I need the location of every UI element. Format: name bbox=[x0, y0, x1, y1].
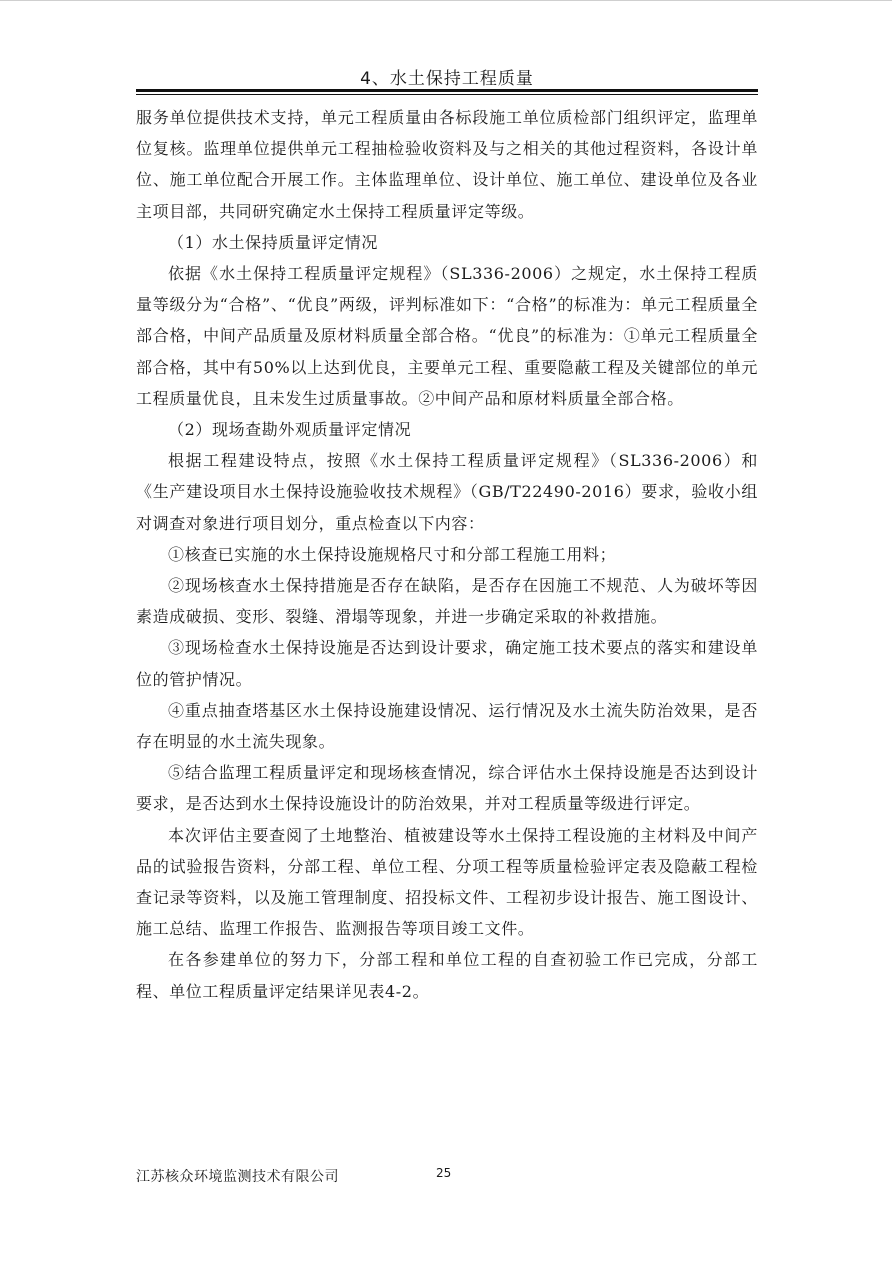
section-heading: （2）现场查勘外观质量评定情况 bbox=[168, 420, 412, 440]
list-item: ⑤结合监理工程质量评定和现场核查情况，综合评估水土保持设施是否达到设计要求，是否达到水土保持设施设计的防治效果，并对工程质量等级进行评定。 bbox=[136, 763, 758, 814]
list-item: ③现场检查水土保持设施是否达到设计要求，确定施工技术要点的落实和建设单位的管护情况。 bbox=[136, 638, 758, 689]
page-top-border bbox=[0, 0, 892, 1]
paragraph: 依据《水土保持工程质量评定规程》（SL336-2006）之规定，水土保持工程质量等级分为“合格”、“优良”两级，评判标准如下：“合格”的标准为：单元工程质量全部合格，中间产品质量及原材料质量全部合格。“优良”的标准为：①单元工程质量全部合格，其中有50%以上达到优良，主要单元工程、重要隐蔽工程及关键部位的单元工程质量优良，且未发生过质量事故。②中间产品和原材料质量全部合格。 bbox=[136, 264, 758, 408]
list-item: ④重点抽查塔基区水土保持设施建设情况、运行情况及水土流失防治效果，是否存在明显的水土流失现象。 bbox=[136, 700, 758, 752]
header-rule-thick bbox=[136, 89, 758, 92]
header-rule-thin bbox=[136, 94, 758, 95]
paragraph: 服务单位提供技术支持，单元工程质量由各标段施工单位质检部门组织评定，监理单位复核。监理单位提供单元工程抽检验收资料及与之相关的其他过程资料，各设计单位、施工单位配合开展工作。主体监理单位、设计单位、施工单位、建设单位及各业主项目部，共同研究确定水土保持工程质量评定等级。 bbox=[136, 108, 758, 221]
paragraph: 根据工程建设特点，按照《水土保持工程质量评定规程》（SL336-2006）和《生产建设项目水土保持设施验收技术规程》（GB/T22490-2016）要求，验收小组对调查对象进行项目划分，重点检查以下内容： bbox=[136, 451, 758, 533]
paragraph: 本次评估主要查阅了土地整治、植被建设等水土保持工程设施的主材料及中间产品的试验报告资料，分部工程、单位工程、分项工程等质量检验评定表及隐蔽工程检查记录等资料，以及施工管理制度、招投标文件、工程初步设计报告、施工图设计、施工总结、监理工作报告、监测报告等项目竣工文件。 bbox=[136, 825, 758, 939]
list-item: ②现场核查水土保持措施是否存在缺陷，是否存在因施工不规范、人为破坏等因素造成破损、变形、裂缝、滑塌等现象，并进一步确定采取的补救措施。 bbox=[136, 576, 758, 627]
footer-page-number: 25 bbox=[436, 1166, 452, 1180]
footer-company-name: 江苏核众环境监测技术有限公司 bbox=[136, 1169, 339, 1185]
document-body bbox=[136, 102, 758, 1007]
paragraph: 在各参建单位的努力下，分部工程和单位工程的自查初验工作已完成，分部工程、单位工程质量评定结果详见表4-2。 bbox=[136, 950, 758, 1001]
list-item: ①核查已实施的水土保持设施规格尺寸和分部工程施工用料； bbox=[168, 544, 617, 564]
page-header-title: 4、水土保持工程质量 bbox=[360, 69, 534, 89]
section-heading: （1）水土保持质量评定情况 bbox=[168, 232, 378, 252]
